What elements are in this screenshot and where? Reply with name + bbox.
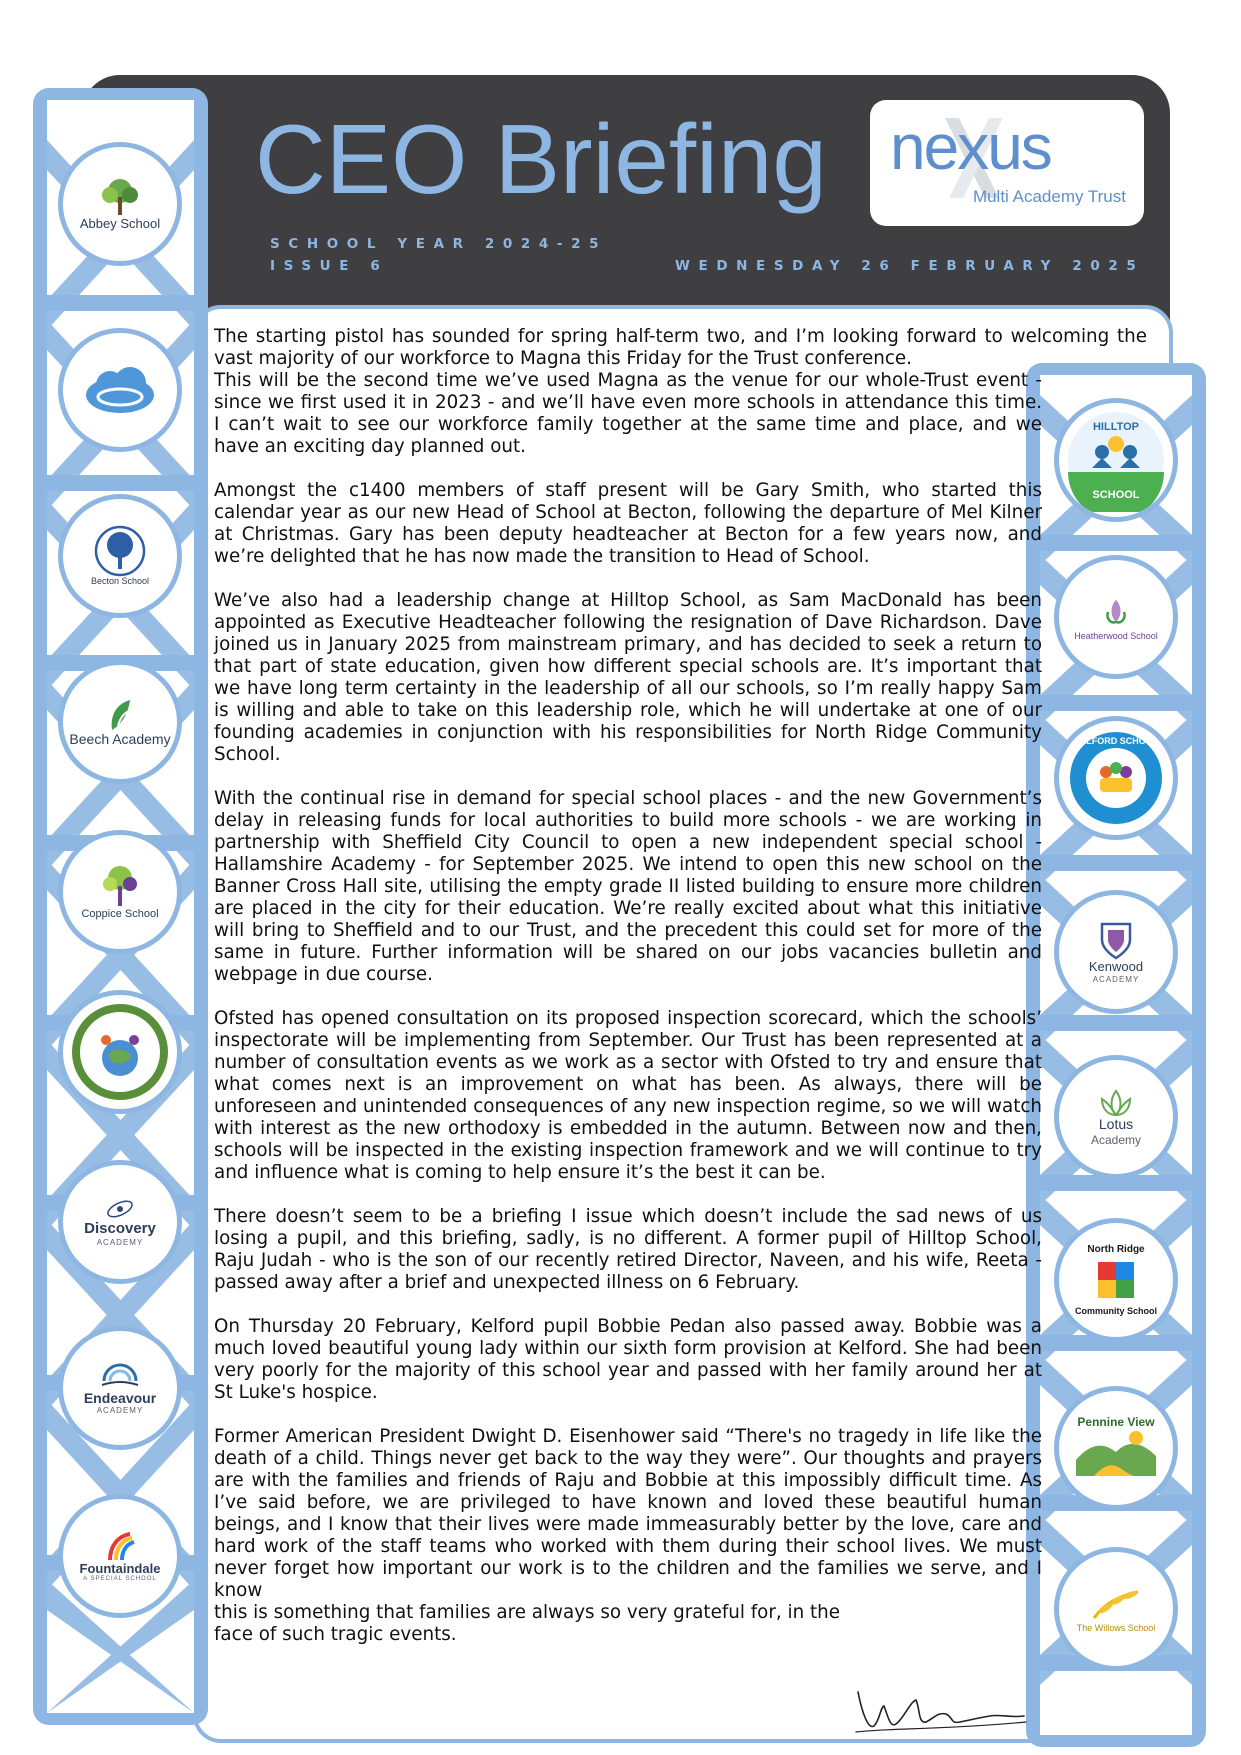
becton-school-badge [58, 494, 182, 618]
svg-text:Community School: Community School [1074, 1306, 1158, 1316]
oakes-school-badge [58, 990, 182, 1114]
paragraph-3: We’ve also had a leadership change at Hilltop School, as Sam MacDonald has been appointed as Executive Headteacher following the resignation of Dave Richardson. Dave joined us in January 2025 from mainstream primary, and has decided to seek a return to that part of state education, given how different special schools are. It’s important that we have long term certainty in the leadership of all our schools, so I’m really happy Sam is willing and able to take on this leadership role, which he will undertake at one of our founding academies in conjunction with his responsibilities for North Ridge Community School. [214, 590, 1042, 765]
svg-text:North Ridge: North Ridge [1087, 1244, 1145, 1255]
fountaindale-school-badge [58, 1494, 182, 1618]
svg-text:Pennine View: Pennine View [1077, 1415, 1155, 1429]
school-name: Endeavour [83, 1389, 157, 1406]
ribbon-icon [100, 1530, 140, 1562]
school-subtitle: ACADEMY [96, 1237, 144, 1247]
svg-text:SCHOOL: SCHOOL [1092, 489, 1140, 501]
cloud-school-badge [58, 328, 182, 452]
paragraph-4: With the continual rise in demand for special school places - and the new Government’s delay in releasing funds for local authorities to build more schools - we are working in partnership with Sheffield City Council to open a new independent special school - Hallamshire Academy - for September 2025. We intend to open this new school on the Banner Cross Hall site, utilising the empty grade II listed building to ensure more children are placed in the city for their education. We’re really excited about what this initiative will bring to Sheffield and to our Trust, and the precedent this could set for more of the same in future. Further information will be shared on our jobs vacancies bulletin and webpage in due course. [214, 788, 1042, 985]
coppice-school-badge [58, 830, 182, 954]
leaf-icon [100, 696, 140, 732]
cloud-icon [80, 363, 160, 417]
tree-icon [96, 177, 144, 217]
school-subtitle: A SPECIAL SCHOOL [83, 1576, 157, 1583]
paragraph-8 [214, 1426, 1042, 1646]
school-name: The Willows School [1076, 1623, 1156, 1634]
school-subtitle: ACADEMY [96, 1406, 144, 1416]
paragraph-2: Amongst the c1400 members of staff present will be Gary Smith, who started this calendar year as our new Head of School at Becton, following the departure of Mel Kilner at Christmas. Gary has been deputy headteacher at Becton for a few years now, and we’re delighted that he has now made the transition to Head of School. [214, 480, 1042, 567]
issue-number: ISSUE 6 [270, 258, 389, 274]
orbit-icon [105, 1197, 135, 1221]
paragraph-1 [214, 326, 1147, 458]
issue-date: WEDNESDAY 26 FEBRUARY 2025 [675, 258, 1145, 274]
logo-subtitle: Multi Academy Trust [972, 187, 1126, 206]
nexus-logo [870, 100, 1144, 226]
school-name: Fountaindale [79, 1560, 161, 1576]
paragraph-1-body: This will be the second time we’ve used Magna as the venue for our whole-Trust event - since we first used it in 2023 - and we’ll have even more schools in attendance this time. I can’t wait to see our workforce family together at the same time and place, and we have an exciting day planned out. [214, 370, 1042, 457]
page-title: CEO Briefing [255, 104, 827, 214]
svg-text:KELFORD SCHOOL: KELFORD SCHOOL [1073, 736, 1159, 746]
tree-icon [94, 864, 146, 908]
school-name: Lotus [1098, 1116, 1134, 1133]
svg-text:HILLTOP: HILLTOP [1092, 421, 1140, 433]
paragraph-5: Ofsted has opened consultation on its proposed inspection scorecard, which the schools’ inspectorate will be implementing from September. Our Trust has been represented at a number of consultation events as we work as a sector with Ofsted to try and ensure that what comes next is an improvement on what has been. As always, there will be unforeseen and unintended consequences of any new inspection regime, so we will watch with interest as the new orthodoxy is embedded in the autumn. Between now and then, schools will be inspected in the existing inspection framework and we will continue to try and influence what is coming to help ensure it’s the best it can be. [214, 1008, 1042, 1183]
tree-icon [91, 525, 149, 577]
paragraph-8-body: Former American President Dwight D. Eisenhower said “There's no tragedy in life like the death of a child. Things never get back to the way they were”. Our thoughts and prayers are with the families and friends of Raju and Bobbie at this impossibly difficult time. As I’ve said before, we are privileged to have known and loved these beautiful human beings, and I know that their lives were made immeasurably better by the love, care and hard work of the staff teams who worked with them during their school lives. We must never forget how important our work is to the children and the families we serve, and I know [214, 1426, 1042, 1601]
globe-icon [72, 1004, 168, 1100]
sunrise-icon [100, 1361, 140, 1391]
school-name: Coppice School [81, 907, 159, 920]
paragraph-7: On Thursday 20 February, Kelford pupil Bobbie Pedan also passed away. Bobbie was a much loved beautiful young lady within our sixth form provision at Kelford. She had been very poorly for the majority of this school year and passed with her family around her at St Luke's hospice. [214, 1316, 1042, 1403]
school-name: Heatherwood School [1074, 631, 1158, 642]
paragraph-8-closing: this is something that families are always so very grateful for, in the face of such tragic events. [214, 1602, 840, 1645]
abbey-school-badge [58, 142, 182, 266]
discovery-academy-badge [58, 1160, 182, 1284]
school-name: Abbey School [79, 215, 161, 231]
school-name: Becton School [90, 576, 150, 587]
signature-image [850, 1672, 1030, 1742]
logo-name: nexus [890, 111, 1051, 183]
school-subtitle: ACADEMY [1092, 974, 1140, 984]
school-year: SCHOOL YEAR 2024-25 [270, 236, 608, 252]
paragraph-1-intro: The starting pistol has sounded for spring half-term two, and I’m looking forward to welcoming the vast majority of our workforce to Magna this Friday for the Trust conference. [214, 326, 1147, 369]
school-name: Beech Academy [69, 731, 171, 748]
school-subtitle: Academy [1090, 1132, 1142, 1147]
school-name: Discovery [84, 1220, 156, 1238]
beech-academy-badge [58, 660, 182, 784]
school-name: Kenwood [1088, 959, 1144, 975]
endeavour-academy-badge [58, 1326, 182, 1450]
paragraph-6: There doesn’t seem to be a briefing I issue which doesn’t include the sad news of us losing a pupil, and this briefing, sadly, is no different. A former pupil of Hilltop School, Raju Judah - who is the son of our recently retired Director, Naveen, and his wife, Reeta - passed away after a brief and unexpected illness on 6 February. [214, 1206, 1042, 1293]
